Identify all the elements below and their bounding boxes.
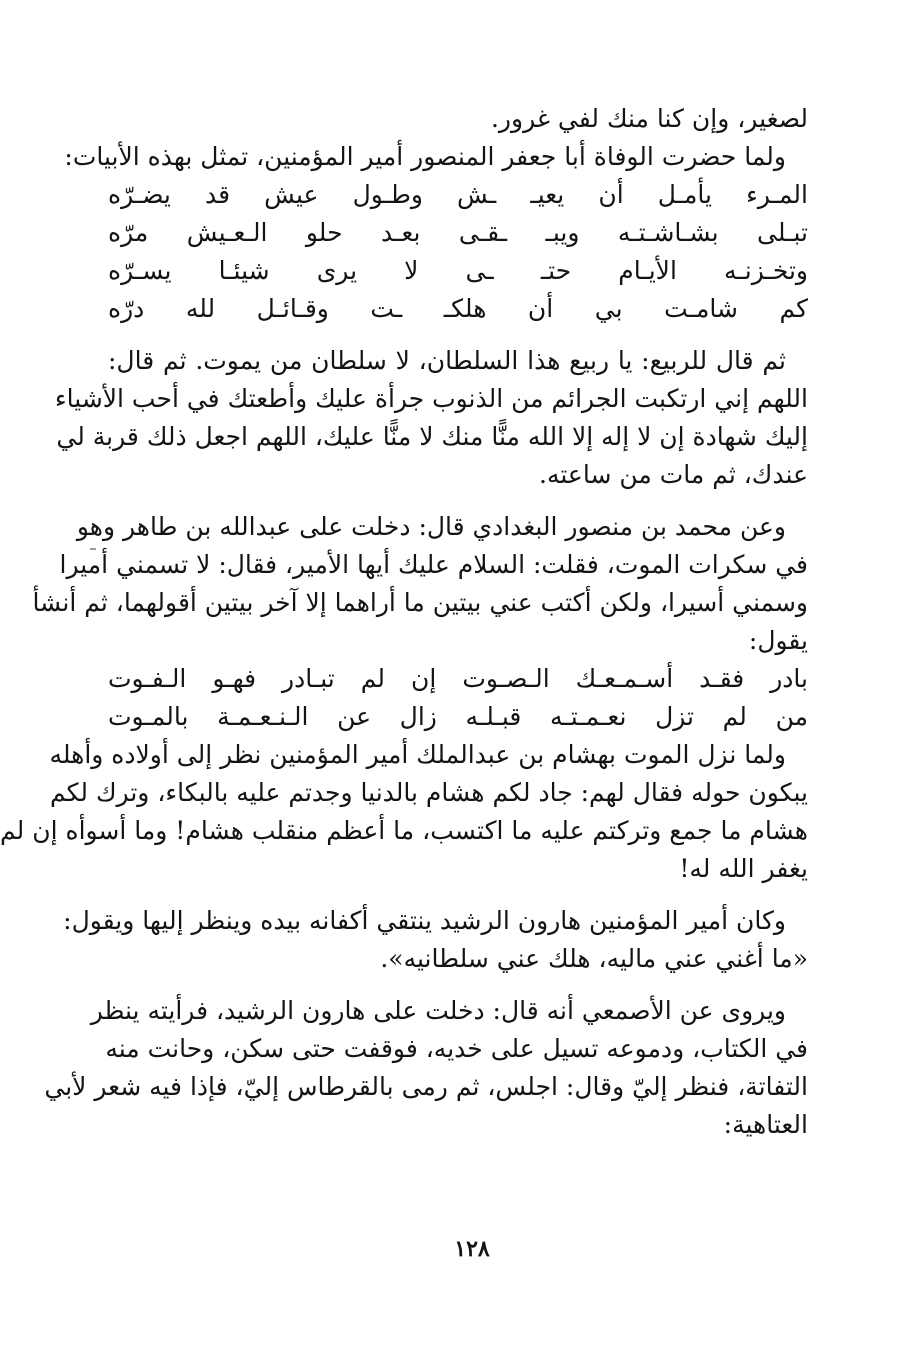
text-line: العتاهية: xyxy=(723,1110,808,1139)
verse-text: بادر فقـد أسـمـعـك الـصـوت إن لم تبـادر فهـو الـفـوت xyxy=(108,664,808,693)
verse-line xyxy=(108,214,808,252)
text-line: وعن محمد بن منصور البغدادي قال: دخلت على عبدالله بن طاهر وهو xyxy=(76,512,786,541)
verse-line xyxy=(108,176,808,214)
verse-line xyxy=(108,290,808,328)
text-line: لصغير، وإن كنا منك لفي غرور. xyxy=(490,104,808,133)
verse-line xyxy=(108,698,808,736)
text-line: وسمني أسيرا، ولكن أكتب عني بيتين ما أراهما إلا آخر بيتين أقولهما، ثم أنشأ xyxy=(32,588,808,617)
text-line: إليك شهادة إن لا إله إلا الله منًّا منك لا منًّا عليك، اللهم اجعل ذلك قربة لي xyxy=(56,422,808,451)
text-line: عندك، ثم مات من ساعته. xyxy=(539,460,808,489)
text-line: يقول: xyxy=(748,626,808,655)
margin-mark xyxy=(90,548,96,550)
text-line: هشام ما جمع وتركتم عليه ما اكتسب، ما أعظم منقلب هشام! وما أسوأه إن لم xyxy=(0,816,808,845)
verse-text: كم شامـت بي أن هلكـ ـت وقـائـل لله درّه xyxy=(108,294,808,323)
page-number: ١٢٨ xyxy=(454,1236,490,1262)
verse-text: من لم تزل نعـمـتـه قبـلـه زال عن الـنـعـمـة بالمـوت xyxy=(108,702,808,731)
text-line: في سكرات الموت، فقلت: السلام عليك أيها الأمير، فقال: لا تسمني أميرا xyxy=(59,550,808,579)
text-line: اللهم إني ارتكبت الجرائم من الذنوب جرأة عليك وأطعتك في أحب الأشياء xyxy=(54,384,808,413)
verse-text: وتخـزنـه الأيـام حتـ ـى لا يرى شيئـا يسـرّه xyxy=(108,256,808,285)
verse-text: المـرء يأمـل أن يعيـ ـش وطـول عيش قد يضـرّه xyxy=(108,180,808,209)
text-line: ثم قال للربيع: يا ربيع هذا السلطان، لا سلطان من يموت. ثم قال: xyxy=(108,346,786,375)
text-line: «ما أغني عني ماليه، هلك عني سلطانيه». xyxy=(380,944,808,973)
text-line: وكان أمير المؤمنين هارون الرشيد ينتقي أكفانه بيده وينظر إليها ويقول: xyxy=(63,906,786,935)
text-line: ولما حضرت الوفاة أبا جعفر المنصور أمير المؤمنين، تمثل بهذه الأبيات: xyxy=(64,142,786,171)
page-body xyxy=(0,100,808,1144)
verse-line xyxy=(108,252,808,290)
verse-text: تبـلى بشـاشـتـه ويبـ ـقـى بعـد حلو الـعـيش مرّه xyxy=(108,218,808,247)
text-line: ولما نزل الموت بهشام بن عبدالملك أمير المؤمنين نظر إلى أولاده وأهله xyxy=(49,740,786,769)
text-line: يبكون حوله فقال لهم: جاد لكم هشام بالدنيا وجدتم عليه بالبكاء، وترك لكم xyxy=(49,778,808,807)
text-line: في الكتاب، ودموعه تسيل على خديه، فوقفت حتى سكن، وحانت منه xyxy=(105,1034,808,1063)
text-line: يغفر الله له! xyxy=(679,854,808,883)
text-line: ويروى عن الأصمعي أنه قال: دخلت على هارون الرشيد، فرأيته ينظر xyxy=(90,996,786,1025)
verse-line xyxy=(108,660,808,698)
text-line: التفاتة، فنظر إليّ وقال: اجلس، ثم رمى بالقرطاس إليّ، فإذا فيه شعر لأبي xyxy=(44,1072,808,1101)
